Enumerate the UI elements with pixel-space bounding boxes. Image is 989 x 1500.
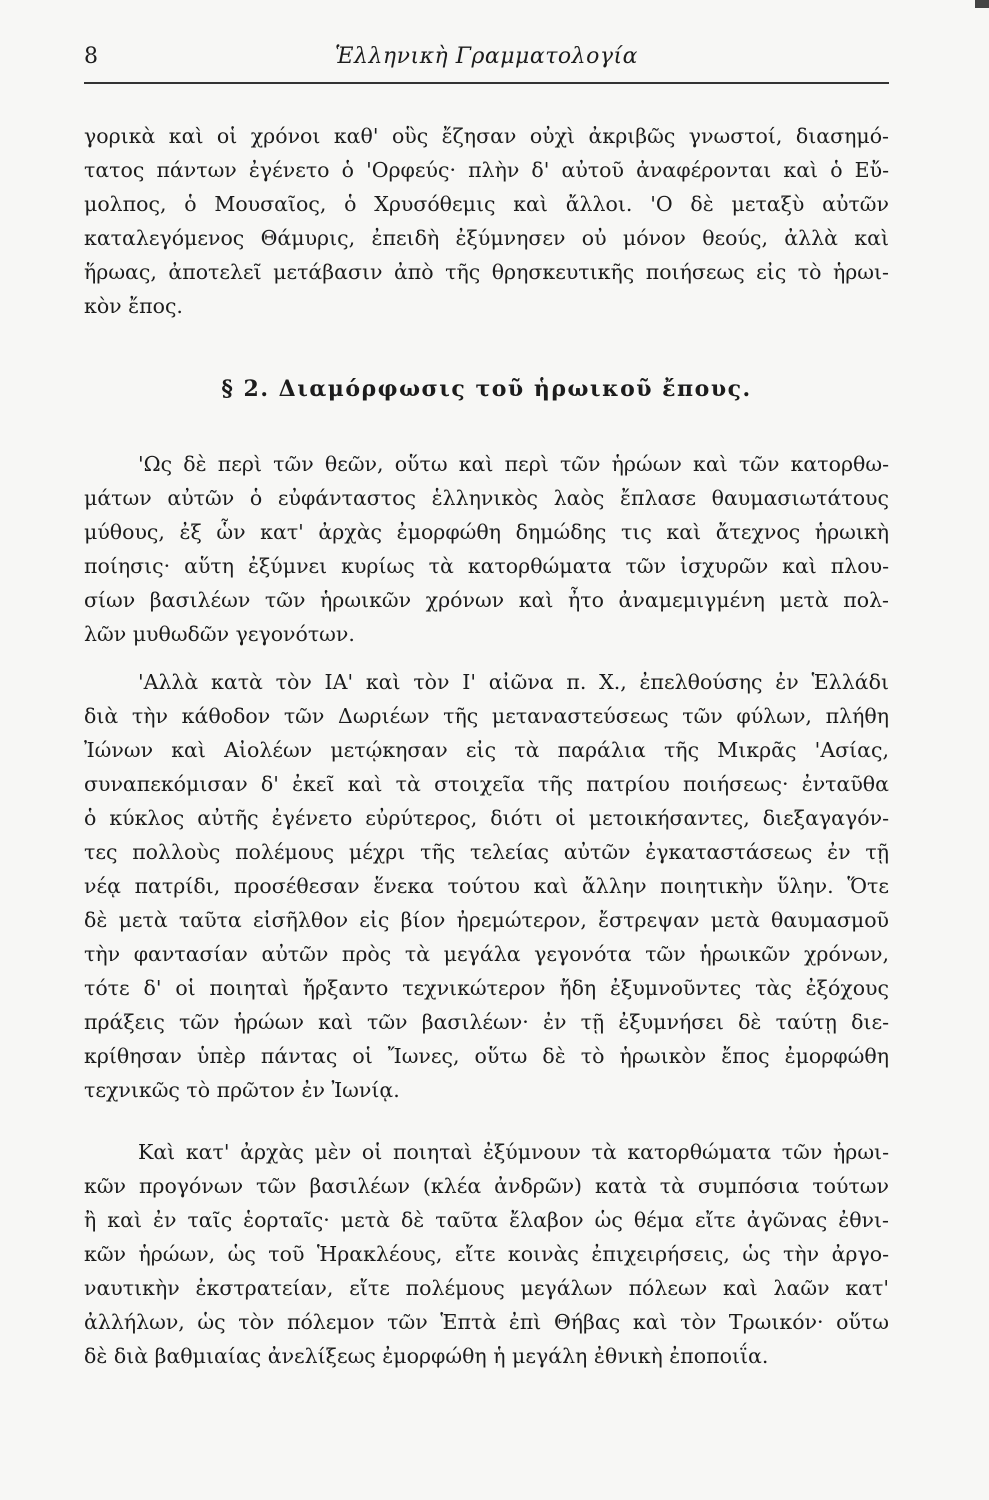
text-line: ἥρωας, ἀποτελεῖ μετάβασιν ἀπὸ τῆς θρησκευτικῆς ποιήσεως εἰς τὸ ἡρωι- (84, 260, 889, 284)
text-line: μάτων αὐτῶν ὁ εὐφάνταστος ἑλληνικὸς λαὸς ἔπλασε θαυμασιωτάτους (84, 486, 889, 510)
text-line: κρίθησαν ὑπὲρ πάντας οἱ Ἴωνες, οὕτω δὲ τὸ ἡρωικὸν ἔπος ἐμορφώθη (84, 1044, 889, 1068)
text-line: 'Ως δὲ περὶ τῶν θεῶν, οὕτω καὶ περὶ τῶν ἡρώων καὶ τῶν κατορθω- (138, 452, 889, 476)
text-line: κῶν προγόνων τῶν βασιλέων (κλέα ἀνδρῶν) κατὰ τὰ συμπόσια τούτων (84, 1174, 889, 1198)
section-heading: § 2. Διαμόρφωσις τοῦ ἡρωικοῦ ἔπους. (221, 376, 752, 402)
page-header (84, 44, 889, 78)
text-line: ὁ κύκλος αὐτῆς ἐγένετο εὐρύτερος, διότι οἱ μετοικήσαντες, διεξαγαγόν- (84, 806, 889, 830)
scan-edge-mark (975, 0, 989, 8)
text-line: μύθους, ἐξ ὧν κατ' ἀρχὰς ἐμορφώθη δημώδης τις καὶ ἄτεχνος ἡρωικὴ (84, 520, 889, 544)
text-line: πράξεις τῶν ἡρώων καὶ τῶν βασιλέων· ἐν τῇ ἐξυμνήσει δὲ ταύτῃ διε- (84, 1010, 889, 1034)
text-line: 'Αλλὰ κατὰ τὸν ΙΑ' καὶ τὸν Ι' αἰῶνα π. Χ., ἐπελθούσης ἐν Ἑλλάδι (138, 670, 889, 694)
text-line: δὲ διὰ βαθμιαίας ἀνελίξεως ἐμορφώθη ἡ μεγάλη ἐθνικὴ ἐποποιΐα. (84, 1344, 769, 1368)
text-line: ναυτικὴν ἐκστρατείαν, εἴτε πολέμους μεγάλων πόλεων καὶ λαῶν κατ' (84, 1276, 889, 1300)
page-number: 8 (84, 44, 98, 69)
text-line: γορικὰ καὶ οἱ χρόνοι καθ' οὓς ἔζησαν οὐχὶ ἀκριβῶς γνωστοί, διασημό- (84, 124, 889, 148)
text-line: ἀλλήλων, ὡς τὸν πόλεμον τῶν Ἑπτὰ ἐπὶ Θήβας καὶ τὸν Τρωικόν· οὕτω (84, 1310, 889, 1334)
text-line: τότε δ' οἱ ποιηταὶ ἤρξαντο τεχνικώτερον ἤδη ἐξυμνοῦντες τὰς ἐξόχους (84, 976, 889, 1000)
text-line: κὸν ἔπος. (84, 294, 183, 318)
text-line: τεχνικῶς τὸ πρῶτον ἐν Ἰωνίᾳ. (84, 1078, 400, 1102)
text-line: Ἰώνων καὶ Αἰολέων μετῴκησαν εἰς τὰ παράλια τῆς Μικρᾶς 'Ασίας, (84, 738, 889, 762)
running-title: Ἑλληνικὴ Γραμματολογία (335, 44, 638, 69)
text-line: νέᾳ πατρίδι, προσέθεσαν ἕνεκα τούτου καὶ ἄλλην ποιητικὴν ὕλην. Ὅτε (84, 874, 889, 898)
text-line: σίων βασιλέων τῶν ἡρωικῶν χρόνων καὶ ἦτο ἀναμεμιγμένη μετὰ πολ- (84, 588, 889, 612)
text-line: καταλεγόμενος Θάμυρις, ἐπειδὴ ἐξύμνησεν οὐ μόνον θεούς, ἀλλὰ καὶ (84, 226, 889, 250)
text-line: δὲ μετὰ ταῦτα εἰσῆλθον εἰς βίον ἠρεμώτερον, ἔστρεψαν μετὰ θαυμασμοῦ (84, 908, 889, 932)
text-line: λῶν μυθωδῶν γεγονότων. (84, 622, 355, 646)
text-line: τατος πάντων ἐγένετο ὁ 'Ορφεύς· πλὴν δ' αὐτοῦ ἀναφέρονται καὶ ὁ Εὔ- (84, 158, 889, 182)
text-line: Καὶ κατ' ἀρχὰς μὲν οἱ ποιηταὶ ἐξύμνουν τὰ κατορθώματα τῶν ἡρωι- (138, 1140, 889, 1164)
text-line: ποίησις· αὕτη ἐξύμνει κυρίως τὰ κατορθώματα τῶν ἰσχυρῶν καὶ πλου- (84, 554, 889, 578)
text-line: μολπος, ὁ Μουσαῖος, ὁ Χρυσόθεμις καὶ ἄλλοι. 'Ο δὲ μεταξὺ αὐτῶν (84, 192, 889, 216)
text-line: ἢ καὶ ἐν ταῖς ἑορταῖς· μετὰ δὲ ταῦτα ἔλαβον ὡς θέμα εἴτε ἀγῶνας ἐθνι- (84, 1208, 889, 1232)
header-rule (84, 82, 889, 84)
text-line: τὴν φαντασίαν αὐτῶν πρὸς τὰ μεγάλα γεγονότα τῶν ἡρωικῶν χρόνων, (84, 942, 889, 966)
text-line: τες πολλοὺς πολέμους μέχρι τῆς τελείας αὐτῶν ἐγκαταστάσεως ἐν τῇ (84, 840, 889, 864)
text-line: συναπεκόμισαν δ' ἐκεῖ καὶ τὰ στοιχεῖα τῆς πατρίου ποιήσεως· ἐνταῦθα (84, 772, 889, 796)
text-line: διὰ τὴν κάθοδον τῶν Δωριέων τῆς μεταναστεύσεως τῶν φύλων, πλήθη (84, 704, 889, 728)
text-line: κῶν ἡρώων, ὡς τοῦ Ἡρακλέους, εἴτε κοινὰς ἐπιχειρήσεις, ὡς τὴν ἀργο- (84, 1242, 889, 1266)
